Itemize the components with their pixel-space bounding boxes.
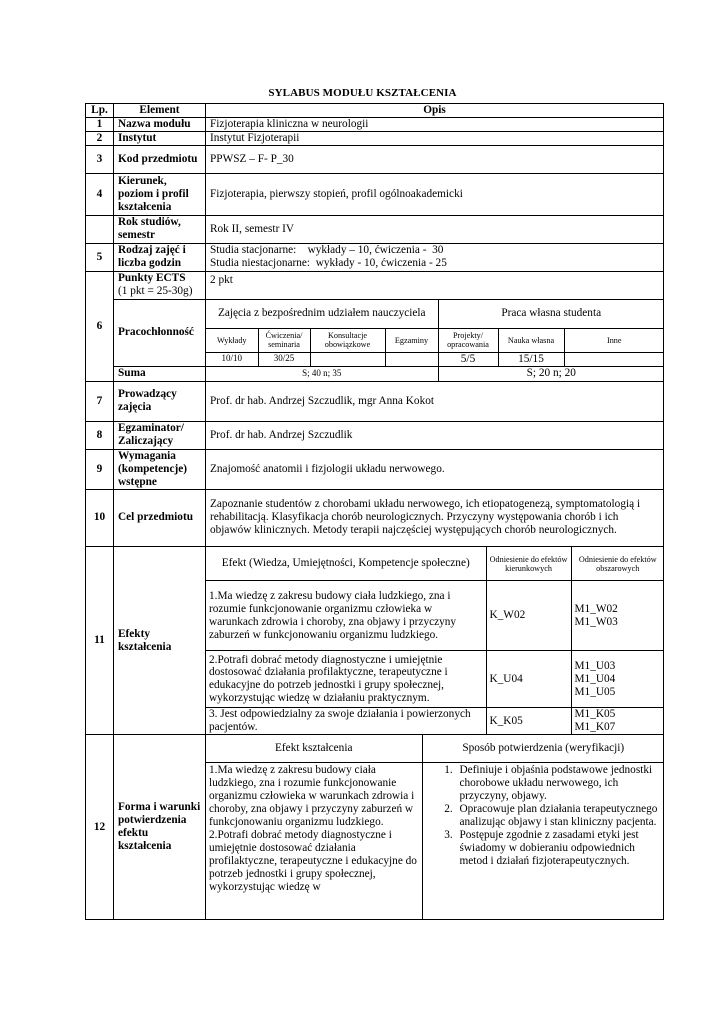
effect-row <box>206 708 664 734</box>
area-code: M1_U05 <box>574 685 616 698</box>
area-code: M1_W02 <box>574 602 618 615</box>
row-label: Rodzaj zajęć i liczba godzin <box>114 243 206 271</box>
row-12 <box>86 735 664 920</box>
row-number: 1 <box>86 118 114 132</box>
row-number: 10 <box>86 489 114 546</box>
row-number: 2 <box>86 131 114 145</box>
row-value: PPWSZ – F- P_30 <box>206 145 664 173</box>
val-lectures: 10/10 <box>206 352 258 365</box>
document-title: SYLABUS MODUŁU KSZTAŁCENIA <box>268 87 457 99</box>
sum-label: Suma <box>114 366 206 381</box>
ects-title: Punkty ECTS <box>118 272 186 285</box>
val-other <box>564 352 664 365</box>
row-label: Instytut <box>114 131 206 145</box>
row-label: Prowadzący zajęcia <box>114 381 206 421</box>
row-label: Kod przedmiotu <box>114 145 206 173</box>
area-code: M1_U03 <box>574 659 616 672</box>
effect-direction: K_K05 <box>486 708 571 734</box>
val-projects: 5/5 <box>438 352 498 365</box>
verification-effect-2: 2.Potrafi dobrać metody diagnostyczne i umiejętnie dostosować działania profilaktyczne, terapeutyczne i edukacyjne do potrzeb jednostki i grupy społecznej, wykorzystując wiedzę w <box>209 828 417 893</box>
row-number: 8 <box>86 421 114 449</box>
col-projects: Projekty/ opracowania <box>438 328 498 352</box>
verification-method: 1. Definiuje i objaśnia podstawowe jednostki chorobowe układu nerwowego, ich przyczyny, objawy. <box>456 764 662 803</box>
effect-direction: K_W02 <box>486 581 571 651</box>
row-number: 12 <box>86 735 114 920</box>
col-exams: Egzaminy <box>385 328 438 352</box>
syllabus-table <box>85 103 664 920</box>
effect-row <box>206 581 664 651</box>
row-number <box>86 215 114 243</box>
row-9 <box>86 449 664 489</box>
row-number: 5 <box>86 243 114 271</box>
verification-method: 3. Postępuje zgodnie z zasadami etyki jest świadomy w dobieraniu odpowiednich metod i działań fizjoterapeutycznych. <box>456 829 662 868</box>
effect-text: 1.Ma wiedzę z zakresu budowy ciała ludzkiego, zna i rozumie funkcjonowanie organizmu człowieka w warunkach zdrowia i choroby, zna objawy i przyczyny zaburzeń w funkcjonowaniu organizmu ludzkiego. <box>206 581 486 651</box>
effects-cell <box>206 546 664 734</box>
effect-text: 2.Potrafi dobrać metody diagnostyczne i umiejętnie dostosować działania profilaktyczne, terapeutyczne i edukacyjne do potrzeb jednostki i grupy społecznej, wykorzystując wiedzę w działaniu praktycznym. <box>206 651 486 708</box>
val-consultations <box>310 352 385 365</box>
row-2 <box>86 131 664 145</box>
row-number: 7 <box>86 381 114 421</box>
effects-table <box>206 547 664 734</box>
row-value: Fizjoterapia, pierwszy stopień, profil ogólnoakademicki <box>206 173 664 215</box>
verification-methods <box>422 762 664 919</box>
row-value: Prof. dr hab. Andrzej Szczudlik <box>206 421 664 449</box>
row-number: 3 <box>86 145 114 173</box>
verification-effect-1: 1.Ma wiedzę z zakresu budowy ciała ludzkiego, zna i rozumie funkcjonowanie organizmu człowieka w warunkach zdrowia i choroby, zna objawy i przyczyny zaburzeń w funkcjonowaniu organizmu ludzkiego. <box>209 763 415 828</box>
sum-values <box>206 366 664 381</box>
ects-value: 2 pkt <box>206 271 664 299</box>
hours-part-time: Studia niestacjonarne: wykłady - 10, ćwiczenia - 25 <box>210 257 447 270</box>
row-label: Wymagania (kompetencje) wstępne <box>114 449 206 489</box>
ects-label <box>114 271 206 299</box>
row-year <box>86 215 664 243</box>
row-value: Prof. dr hab. Andrzej Szczudlik, mgr Anna Kokot <box>206 381 664 421</box>
row-8 <box>86 421 664 449</box>
workload-table <box>206 300 664 365</box>
val-self-study: 15/15 <box>498 352 564 365</box>
row-value: Zapoznanie studentów z chorobami układu nerwowego, ich etiopatogenezą, symptomatologią i rehabilitacją. Klasyfikacja chorób neurologicznych. Przyczyny występowania chorób i ich objawów klinicznych. Metody terapii najczęściej występujących chorób neurologicznych. <box>206 489 664 546</box>
row-number: 9 <box>86 449 114 489</box>
row-label: Kierunek, poziom i profil kształcenia <box>114 173 206 215</box>
col-self-study: Nauka własna <box>498 328 564 352</box>
row-10 <box>86 489 664 546</box>
effect-row <box>206 651 664 708</box>
row-number: 11 <box>86 546 114 734</box>
effect-area <box>571 581 664 651</box>
row-6-ects <box>86 271 664 299</box>
col-lectures: Wykłady <box>206 328 258 352</box>
row-value <box>206 243 664 271</box>
verification-effects <box>206 762 422 919</box>
col-exercises: Ćwiczenia/ seminaria <box>258 328 310 352</box>
row-number: 6 <box>86 271 114 381</box>
hours-full-time: Studia stacjonarne: wykłady – 10, ćwiczenia - 30 <box>210 244 444 257</box>
effect-area <box>571 708 664 734</box>
row-6-workload <box>86 299 664 366</box>
verification-table <box>206 735 664 919</box>
row-value: Instytut Fizjoterapii <box>206 131 664 145</box>
val-exercises: 30/25 <box>258 352 310 365</box>
workload-table-cell <box>206 299 664 366</box>
direct-contact-header: Zajęcia z bezpośrednim udziałem nauczyciela <box>206 300 438 328</box>
effect-text: 3. Jest odpowiedzialny za swoje działania i powierzonych pacjentów. <box>206 708 486 734</box>
row-label: Efekty kształcenia <box>114 546 206 734</box>
row-7 <box>86 381 664 421</box>
row-11 <box>86 546 664 734</box>
verification-cell <box>206 735 664 920</box>
own-work-header: Praca własna studenta <box>438 300 664 328</box>
area-code: M1_K05 <box>574 708 616 721</box>
row-label: Forma i warunki potwierdzenia efektu kształcenia <box>114 735 206 920</box>
row-1 <box>86 118 664 132</box>
header-lp: Lp. <box>86 104 114 118</box>
area-code: M1_W03 <box>574 615 618 628</box>
col-other: Inne <box>564 328 664 352</box>
row-number: 4 <box>86 173 114 215</box>
row-5 <box>86 243 664 271</box>
area-code: M1_U04 <box>574 672 616 685</box>
effect-area <box>571 651 664 708</box>
effects-col-direction: Odniesienie do efektów kierunkowych <box>486 547 571 581</box>
sum-direct: S; 40 n; 35 <box>206 367 438 381</box>
verification-col-effect: Efekt kształcenia <box>206 735 422 762</box>
header-opis: Opis <box>206 104 664 118</box>
effects-col-effect: Efekt (Wiedza, Umiejętności, Kompetencje społeczne) <box>206 547 486 581</box>
header-row <box>86 104 664 118</box>
row-value: Znajomość anatomii i fizjologii układu nerwowego. <box>206 449 664 489</box>
row-label: Nazwa modułu <box>114 118 206 132</box>
row-label: Egzaminator/ Zaliczający <box>114 421 206 449</box>
verification-method-list <box>426 764 662 868</box>
row-6-sum <box>86 366 664 381</box>
row-3 <box>86 145 664 173</box>
val-exams <box>385 352 438 365</box>
row-4 <box>86 173 664 215</box>
ects-subtitle: (1 pkt = 25-30g) <box>118 285 193 298</box>
sum-own: S; 20 n; 20 <box>438 367 664 381</box>
effects-col-area: Odniesienie do efektów obszarowych <box>571 547 664 581</box>
verification-col-method: Sposób potwierdzenia (weryfikacji) <box>422 735 664 762</box>
workload-label: Pracochłonność <box>114 299 206 366</box>
verification-method: 2. Opracowuje plan działania terapeutycznego analizując objawy i stan kliniczny pacjenta. <box>456 803 662 829</box>
col-consultations: Konsultacje obowiązkowe <box>310 328 385 352</box>
header-element: Element <box>114 104 206 118</box>
row-label: Cel przedmiotu <box>114 489 206 546</box>
row-value: Rok II, semestr IV <box>206 215 664 243</box>
row-value: Fizjoterapia kliniczna w neurologii <box>206 118 664 132</box>
row-label: Rok studiów, semestr <box>114 215 206 243</box>
area-code: M1_K07 <box>574 721 616 734</box>
effect-direction: K_U04 <box>486 651 571 708</box>
